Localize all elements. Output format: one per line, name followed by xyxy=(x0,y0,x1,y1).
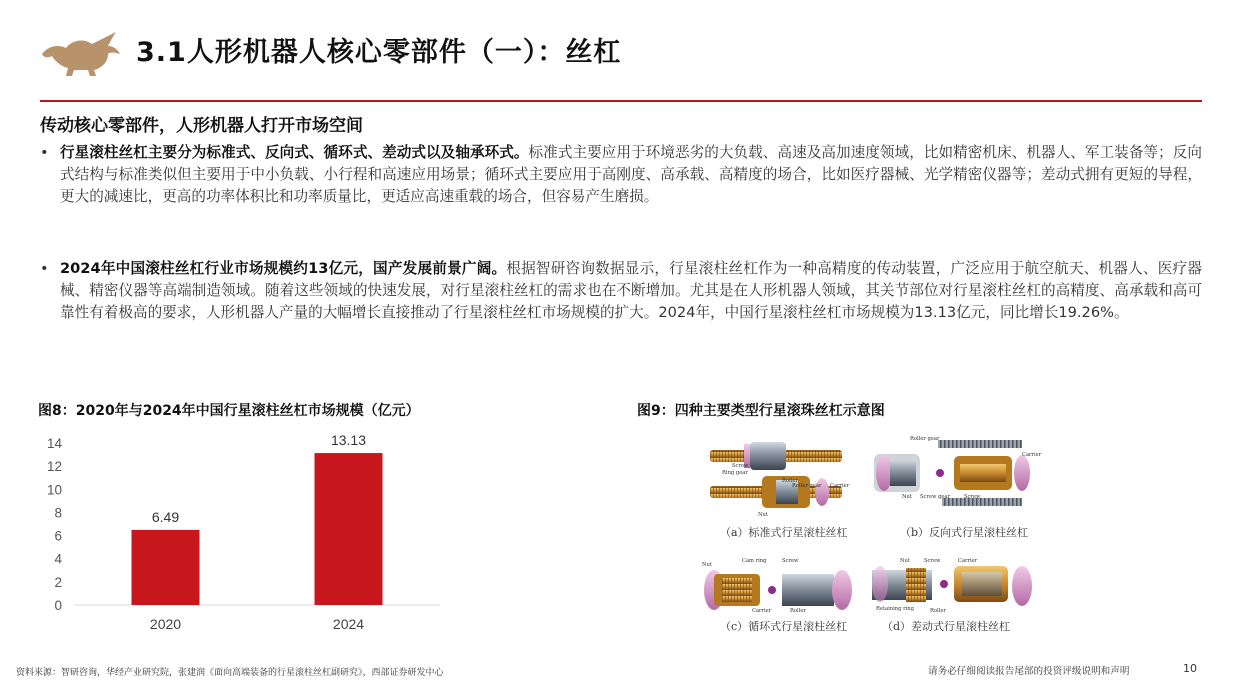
section-subtitle: 传动核心零部件，人形机器人打开市场空间 xyxy=(40,116,363,136)
x-tick-label: 2024 xyxy=(332,616,365,632)
y-tick-label: 12 xyxy=(46,459,62,475)
label-roller-gear: Roller gear xyxy=(910,436,940,442)
label-screw: Screw xyxy=(924,558,941,564)
label-nut: Nut xyxy=(702,562,712,568)
label-ring-gear: Ring gear xyxy=(722,470,748,476)
bullet-paragraph-1 xyxy=(40,142,1202,208)
data-label: 6.49 xyxy=(151,508,180,525)
x-tick-label: 2020 xyxy=(149,616,182,632)
bullet-body: 根据智研咨询数据显示，行星滚柱丝杠作为一种高精度的传动装置，广泛应用于航空航天、机器人、医疗器械、精密仪器等高端制造领域。随着这些领域的快速发展，对行星滚柱丝杠的需求也在不断增加。尤其是在人形机器人领域，其关节部位对行星滚柱丝杠的高精度、高承载和高可靠性有着极高的要求，人形机器人产量的大幅增长直接推动了行星滚柱丝杠市场规模的扩大。2024年，中国行星滚柱丝杠市场规模为13.13亿元，同比增长19.26%。 xyxy=(60,260,1202,321)
roller-screw-diagram xyxy=(692,428,1052,640)
bullet-lead: 2024年中国滚柱丝杠行业市场规模约13亿元，国产发展前景广阔。 xyxy=(60,260,507,277)
label-screw: Screw xyxy=(732,463,749,469)
data-label: 13.13 xyxy=(330,432,367,449)
bullet-text xyxy=(60,142,1202,208)
market-size-bar-chart xyxy=(30,425,450,640)
label-screw: Screw xyxy=(964,494,981,500)
label-cam-ring: Cam ring xyxy=(742,558,767,564)
figure8-title: 图8：2020年与2024年中国行星滚柱丝杠市场规模（亿元） xyxy=(38,403,420,419)
label-roller: Roller xyxy=(782,478,798,484)
label-roller: Roller xyxy=(790,608,806,614)
disclaimer: 请务必仔细阅读报告尾部的投资评级说明和声明 xyxy=(928,666,1130,677)
bullet-body: 标准式主要应用于环境恶劣的大负载、高速及高加速度领域，比如精密机床、机器人、军工装备等；反向式结构与标准类似但主要用于中小负载、小行程和高速应用场景；循环式主要应用于高刚度、高承载、高精度的场合，比如医疗器械、光学精密仪器等；差动式拥有更短的导程，更大的减速比，更高的功率体积比和功率质量比，更适应高速重载的场合，但容易产生磨损。 xyxy=(60,144,1202,205)
bull-logo xyxy=(38,28,122,78)
label-nut: Nut xyxy=(902,494,912,500)
bullet-lead: 行星滚柱丝杠主要分为标准式、反向式、循环式、差动式以及轴承环式。 xyxy=(60,144,529,161)
caption-c: （c）循环式行星滚柱丝杠 xyxy=(720,620,848,633)
label-roller: Roller xyxy=(930,608,946,614)
label-screw-gear: Screw gear xyxy=(920,494,951,500)
bullet-dot-icon: • xyxy=(40,144,49,161)
label-nut: Nut xyxy=(758,512,768,518)
bullet-paragraph-2 xyxy=(40,258,1202,324)
source-note: 资料来源：智研咨询，华经产业研究院，张建润《面向高端装备的行星滚柱丝杠副研究》，西部证券研发中心 xyxy=(16,668,444,678)
y-tick-label: 6 xyxy=(54,528,62,544)
inverted-type-illustration xyxy=(874,436,1042,506)
standard-type-illustration xyxy=(710,442,850,518)
label-retaining-ring: Retaining ring xyxy=(876,606,914,612)
label-carrier: Carrier xyxy=(830,483,850,489)
label-roller-gear: Roller gear xyxy=(792,483,822,489)
bullet-text xyxy=(60,258,1202,324)
label-nut: Nut xyxy=(900,558,910,564)
caption-a: （a）标准式行星滚柱丝杠 xyxy=(720,526,848,539)
y-tick-label: 8 xyxy=(54,505,62,521)
bar xyxy=(132,530,200,605)
label-screw: Screw xyxy=(782,558,799,564)
y-tick-label: 10 xyxy=(46,482,62,498)
figure9-title: 图9：四种主要类型行星滚珠丝杠示意图 xyxy=(637,403,885,419)
bar xyxy=(315,453,383,605)
page-title: 3.1人形机器人核心零部件（一）：丝杠 xyxy=(136,37,622,68)
y-tick-label: 14 xyxy=(46,436,62,451)
y-tick-label: 2 xyxy=(54,574,62,590)
bullet-dot-icon: • xyxy=(40,260,49,277)
recirculating-type-illustration xyxy=(702,558,852,614)
label-carrier: Carrier xyxy=(1022,452,1042,458)
y-tick-label: 0 xyxy=(54,598,62,613)
differential-type-illustration xyxy=(872,558,1032,614)
page-number: 10 xyxy=(1183,662,1197,675)
label-carrier: Carrier xyxy=(958,558,978,564)
y-tick-label: 4 xyxy=(54,551,62,567)
caption-d: （d）差动式行星滚柱丝杠 xyxy=(882,620,1011,633)
caption-b: （b）反向式行星滚柱丝杠 xyxy=(900,526,1029,539)
title-divider xyxy=(40,100,1202,102)
label-carrier: Carrier xyxy=(752,608,772,614)
